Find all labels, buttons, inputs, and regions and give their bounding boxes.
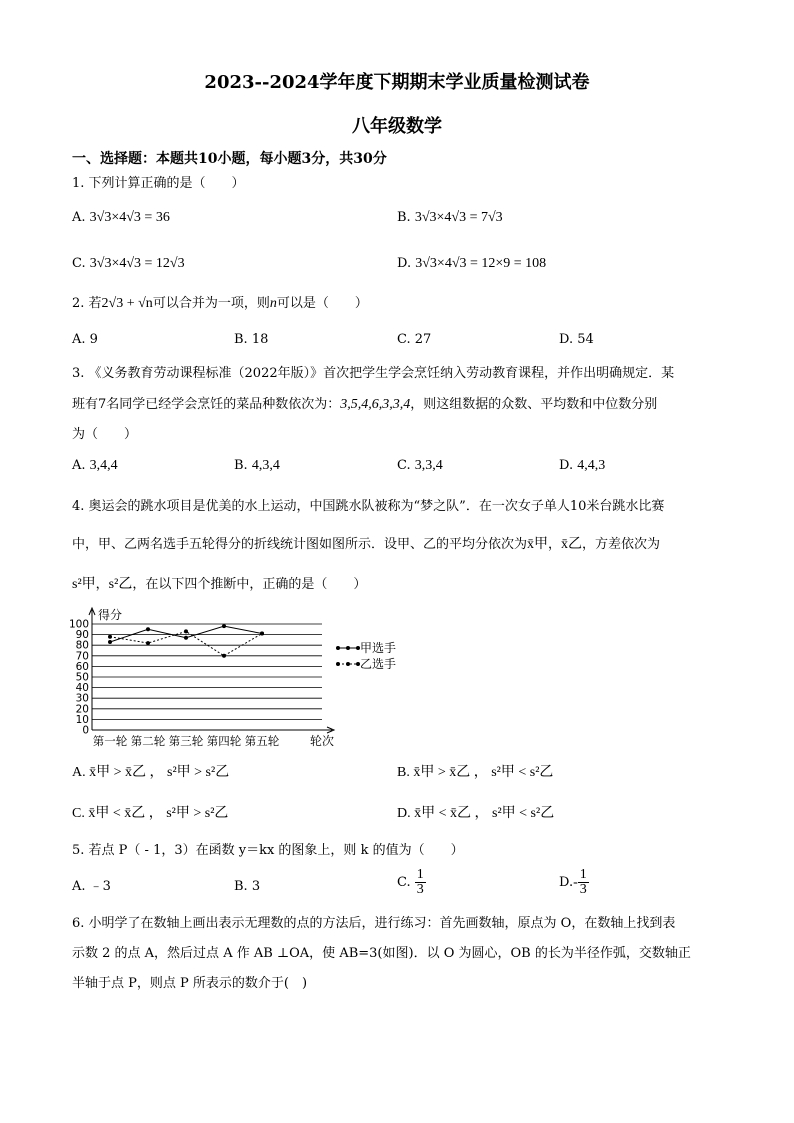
option-text: 3√3×4√3 = 12×9 = 108 [415, 256, 547, 271]
option-label: D. [559, 875, 574, 890]
q3-line2-post: ，则这组数据的众数、平均数和中位数分别 [410, 397, 658, 412]
q4-line3-post: ，在以下四个推断中，正确的是（ ） [132, 577, 367, 592]
option-text: x̄甲 < x̄乙 ， s²甲 < s²乙 [414, 806, 555, 821]
data-point [108, 635, 112, 639]
option-label: C. [397, 458, 411, 473]
q5-option-a [72, 879, 111, 895]
option-label: A. [72, 458, 86, 473]
q5-option-d [559, 868, 589, 897]
chart-legend [336, 640, 396, 671]
option-text: 3√3×4√3 = 36 [89, 210, 170, 225]
option-label: A. [72, 879, 86, 894]
x-tick-label: 第三轮 [168, 734, 204, 748]
fraction-denominator: 3 [579, 882, 587, 897]
y-tick-label: 40 [75, 682, 89, 695]
option-text: 3,4,4 [89, 458, 118, 473]
option-text: x̄甲 > x̄乙 ， s²甲 > s²乙 [89, 765, 230, 780]
data-point [222, 624, 226, 628]
legend-label-yi: 乙选手 [360, 657, 397, 671]
q4-sep: ， [95, 577, 109, 592]
question-5-stem: 5. 若点 P（ - 1，3）在函数 y＝kx 的图象上，则 k 的值为（ ） [72, 843, 464, 858]
option-label: C. [397, 332, 411, 347]
exam-subtitle: 八年级数学 [352, 116, 442, 137]
option-text: 27 [414, 332, 432, 347]
y-tick-label: 30 [75, 692, 89, 705]
question-6-line2: 示数 2 的点 A，然后过点 A 作 AB ⊥OA，使 AB=3(如图)．以 O 为圆心，OB 的长为半径作弧，交数轴正 [72, 946, 691, 961]
q2-option-c [397, 332, 431, 348]
question-1-stem: 1. 下列计算正确的是（ ） [72, 176, 245, 191]
option-text: ﹣3 [89, 879, 111, 894]
question-3-line3: 为（ ） [72, 427, 138, 442]
option-text: 3√3×4√3 = 12√3 [89, 256, 185, 271]
question-3-line1: 3. 《义务教育劳动课程标准（2022年版）》首次把学生学会烹饪纳入劳动教育课程，并作出明确规定．某 [72, 366, 675, 381]
option-label: B. [234, 458, 248, 473]
fraction-denominator: 3 [416, 882, 424, 897]
q3-option-a [72, 458, 118, 474]
option-label: B. [397, 210, 411, 225]
option-label: C. [72, 256, 86, 271]
q3-line2-pre: 班有7名同学已经学会烹饪的菜品种数依次为： [72, 397, 341, 412]
y-tick-label: 0 [82, 724, 89, 737]
option-label: B. [234, 879, 248, 894]
y-tick-label: 10 [75, 713, 89, 726]
section-heading: 一、选择题：本题共10小题，每小题3分，共30分 [72, 151, 387, 167]
q2-option-b [234, 332, 268, 348]
question-6-line3: 半轴于点 P，则点 P 所表示的数介于( ) [72, 976, 308, 991]
q2-stem-pre: 2. 若 [72, 296, 102, 311]
question-4-line2 [72, 537, 660, 553]
y-tick-label: 60 [75, 660, 89, 673]
fraction [415, 868, 426, 897]
q2-stem-post: 可以合并为一项，则 [152, 296, 270, 311]
q2-stem-end: 可以是（ ） [276, 296, 368, 311]
chart-series [108, 624, 264, 658]
option-text: 18 [251, 332, 269, 347]
q1-option-b [397, 210, 503, 226]
x-axis-label: 轮次 [310, 734, 335, 748]
q2-stem-var: n [269, 296, 277, 311]
q5-option-c [397, 868, 426, 897]
q2-option-a [72, 332, 98, 348]
option-label: C. [72, 806, 85, 821]
q4-mean-jia: x̄甲 [527, 537, 549, 552]
q3-option-c [397, 458, 443, 474]
option-label: D. [397, 256, 412, 271]
option-label: A. [72, 332, 86, 347]
x-axis-labels [93, 734, 280, 748]
question-4-line3 [72, 577, 366, 593]
legend-marker [336, 662, 340, 666]
x-tick-label: 第五轮 [244, 734, 280, 748]
q5-option-b [234, 879, 260, 895]
question-2-stem [72, 296, 368, 312]
option-text: 9 [89, 332, 98, 347]
option-text: x̄甲 > x̄乙 ， s²甲 < s²乙 [413, 765, 554, 780]
legend-label-jia: 甲选手 [360, 641, 397, 655]
y-tick-label: 50 [75, 671, 89, 684]
y-tick-label: 20 [75, 703, 89, 716]
q2-stem-math: 2√3 + √n [101, 296, 153, 311]
question-6-line1: 6. 小明学了在数轴上画出表示无理数的点的方法后，进行练习：首先画数轴，原点为 O，在数轴上找到表 [72, 916, 676, 931]
option-label: D. [397, 806, 411, 821]
option-label: B. [234, 332, 248, 347]
fraction [578, 868, 589, 897]
q4-var-jia: s²甲 [72, 577, 96, 592]
option-text: 3,3,4 [414, 458, 443, 473]
question-4-line1: 4. 奥运会的跳水项目是优美的水上运动，中国跳水队被称为“梦之队”．在一次女子单人10米台跳水比赛 [72, 499, 665, 514]
q1-option-d [397, 256, 546, 272]
exam-title: 2023--2024学年度下期期末学业质量检测试卷 [204, 72, 590, 93]
option-text: 4,3,4 [251, 458, 280, 473]
legend-marker [346, 646, 350, 650]
option-text: 54 [577, 332, 594, 347]
data-point [222, 654, 226, 658]
question-3-line2 [72, 397, 657, 413]
data-point [146, 627, 150, 631]
x-tick-label: 第二轮 [130, 734, 166, 748]
q4-option-d [397, 806, 554, 822]
option-text: 3√3×4√3 = 7√3 [414, 210, 503, 225]
series-line-yi [110, 631, 262, 655]
y-axis-ticks [69, 619, 89, 737]
option-text: 3 [251, 879, 261, 894]
data-point [108, 640, 112, 644]
x-tick-label: 第一轮 [92, 734, 128, 748]
q4-option-a [72, 765, 229, 781]
y-tick-label: 100 [68, 618, 89, 631]
option-text: x̄甲 < x̄乙 ， s²甲 > s²乙 [88, 806, 229, 821]
q3-data: 3,5,4,6,3,3,4 [340, 397, 411, 412]
q4-sep: ， [548, 537, 562, 552]
q4-line2-pre: 中，甲、乙两名选手五轮得分的折线统计图如图所示．设甲、乙的平均分依次为 [72, 537, 528, 552]
fraction-numerator: 1 [579, 867, 587, 882]
q3-option-d [559, 458, 605, 474]
q4-line2-post: ，方差依次为 [582, 537, 661, 552]
y-tick-label: 90 [75, 629, 89, 642]
option-text: 4,4,3 [577, 458, 606, 473]
legend-marker [336, 646, 340, 650]
q4-var-yi: s²乙 [108, 577, 133, 592]
option-label: C. [397, 875, 411, 890]
q1-option-a [72, 210, 170, 226]
data-point [184, 629, 188, 633]
q2-option-d [559, 332, 594, 348]
option-label: A. [72, 765, 86, 780]
option-label: A. [72, 210, 86, 225]
option-label: D. [559, 458, 574, 473]
legend-marker [346, 662, 350, 666]
y-tick-label: 70 [75, 650, 89, 663]
score-line-chart [60, 604, 420, 752]
fraction-numerator: 1 [416, 867, 424, 882]
data-point [146, 641, 150, 645]
q4-mean-yi: x̄乙 [561, 537, 583, 552]
data-point [184, 636, 188, 640]
y-tick-label: 80 [75, 639, 89, 652]
q1-option-c [72, 256, 185, 272]
q3-option-b [234, 458, 280, 474]
option-label: D. [559, 332, 574, 347]
fraction-sign: - [573, 875, 578, 890]
x-tick-label: 第四轮 [206, 734, 242, 748]
q4-option-c [72, 806, 228, 822]
option-label: B. [397, 765, 410, 780]
y-axis-label: 得分 [98, 608, 123, 622]
q4-option-b [397, 765, 553, 781]
chart-grid [89, 608, 334, 733]
data-point [260, 632, 264, 636]
